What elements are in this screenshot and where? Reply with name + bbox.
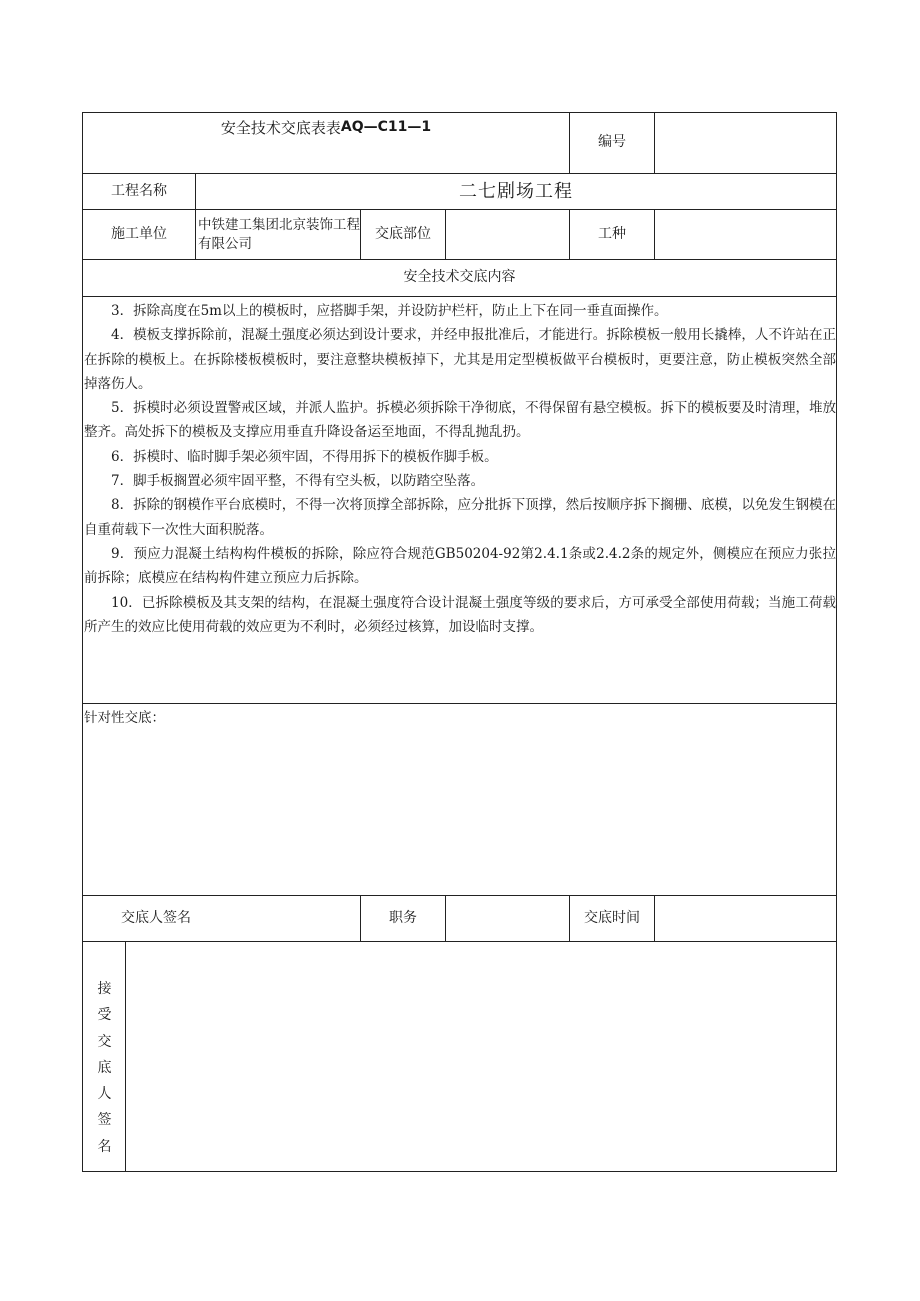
content-paragraph-9: 9．预应力混凝土结构构件模板的拆除，除应符合规范GB50204-92第2.4.1条或2.4.2条的规定外，侧模应在预应力张拉前拆除；底模应在结构构件建立预应力后拆除。 [84,545,836,587]
receiver-char: 底 [97,1059,112,1076]
table-rule [82,296,837,297]
content-paragraph-10: 10．已拆除模板及其支架的结构，在混凝土强度符合设计混凝土强度等级的要求后，方可承受全部使用荷载；当施工荷载所产生的效应比使用荷载的效应更为不利时，必须经过核算，加设临时支撑。 [84,594,836,635]
signer-label: 交底人签名 [121,909,191,926]
table-rule [445,895,446,942]
form-code: AQ—C11—1 [340,119,432,136]
form-title [83,113,569,143]
content-paragraph-3: 3．拆除高度在5m以上的模板时，应搭脚手架，并设防护栏杆，防止上下在同一垂直面操作。 [111,303,668,319]
number-label: 编号 [598,134,626,151]
content-paragraph-8: 8．拆除的钢模作平台底模时，不得一次将顶撑全部拆除，应分批拆下顶撑，然后按顺序拆下搁栅、底模，以免发生钢模在自重荷载下一次性大面积脱落。 [84,497,836,538]
table-rule [82,703,837,704]
form-title-text: 安全技术交底表表 [220,118,341,137]
content-paragraph-4: 4．模板支撑拆除前，混凝土强度必须达到设计要求，并经申报批准后，才能进行。拆除模板一般用长撬棒，人不许站在正在拆除的模板上。在拆除楼板模板时，要注意整块模板掉下，尤其是用定型模板做平台模板时，更要注意，防止模板突然全部掉落伤人。 [84,327,836,392]
work-type-label: 工种 [598,225,626,242]
receiver-char: 接 [97,981,112,997]
receiver-char: 签 [97,1112,112,1129]
construction-unit-label: 施工单位 [111,225,167,242]
content-header: 安全技术交底内容 [403,269,516,286]
receiver-char: 名 [97,1138,112,1155]
content-paragraph-7: 7．脚手板搁置必须牢固平整，不得有空头板，以防踏空坠落。 [111,473,485,490]
handover-location-value[interactable] [446,210,569,259]
table-border-right [836,112,837,1172]
handover-location-label: 交底部位 [375,225,431,242]
targeted-briefing-label: 针对性交底： [84,710,165,726]
construction-unit-value: 中铁建工集团北京装饰工程有限公司 [198,216,360,252]
content-paragraph-6: 6．拆模时、临时脚手架必须牢固，不得用拆下的模板作脚手板。 [111,448,498,465]
content-paragraph-5: 5．拆模时必须设置警戒区域，并派人监护。拆模必须拆除干净彻底，不得保留有悬空模板。拆下的模板要及时清理，堆放整齐。高处拆下的模板及支撑应用垂直升降设备运至地面，不得乱抛乱扔。 [84,400,836,441]
receiver-signature-area[interactable] [126,942,836,1171]
receiver-char: 人 [97,1086,112,1103]
position-label: 职务 [389,909,417,926]
number-value[interactable] [655,113,836,173]
project-name-value: 二七剧场工程 [459,180,573,202]
handover-time-value[interactable] [655,896,836,941]
table-border-bottom [82,1171,837,1172]
work-type-value[interactable] [655,210,836,259]
receiver-signature-label [84,976,125,1160]
receiver-char: 受 [97,1007,112,1024]
project-name-label: 工程名称 [111,182,167,199]
receiver-char: 交 [97,1033,112,1050]
content-body [84,299,836,639]
handover-time-label: 交底时间 [584,909,640,926]
